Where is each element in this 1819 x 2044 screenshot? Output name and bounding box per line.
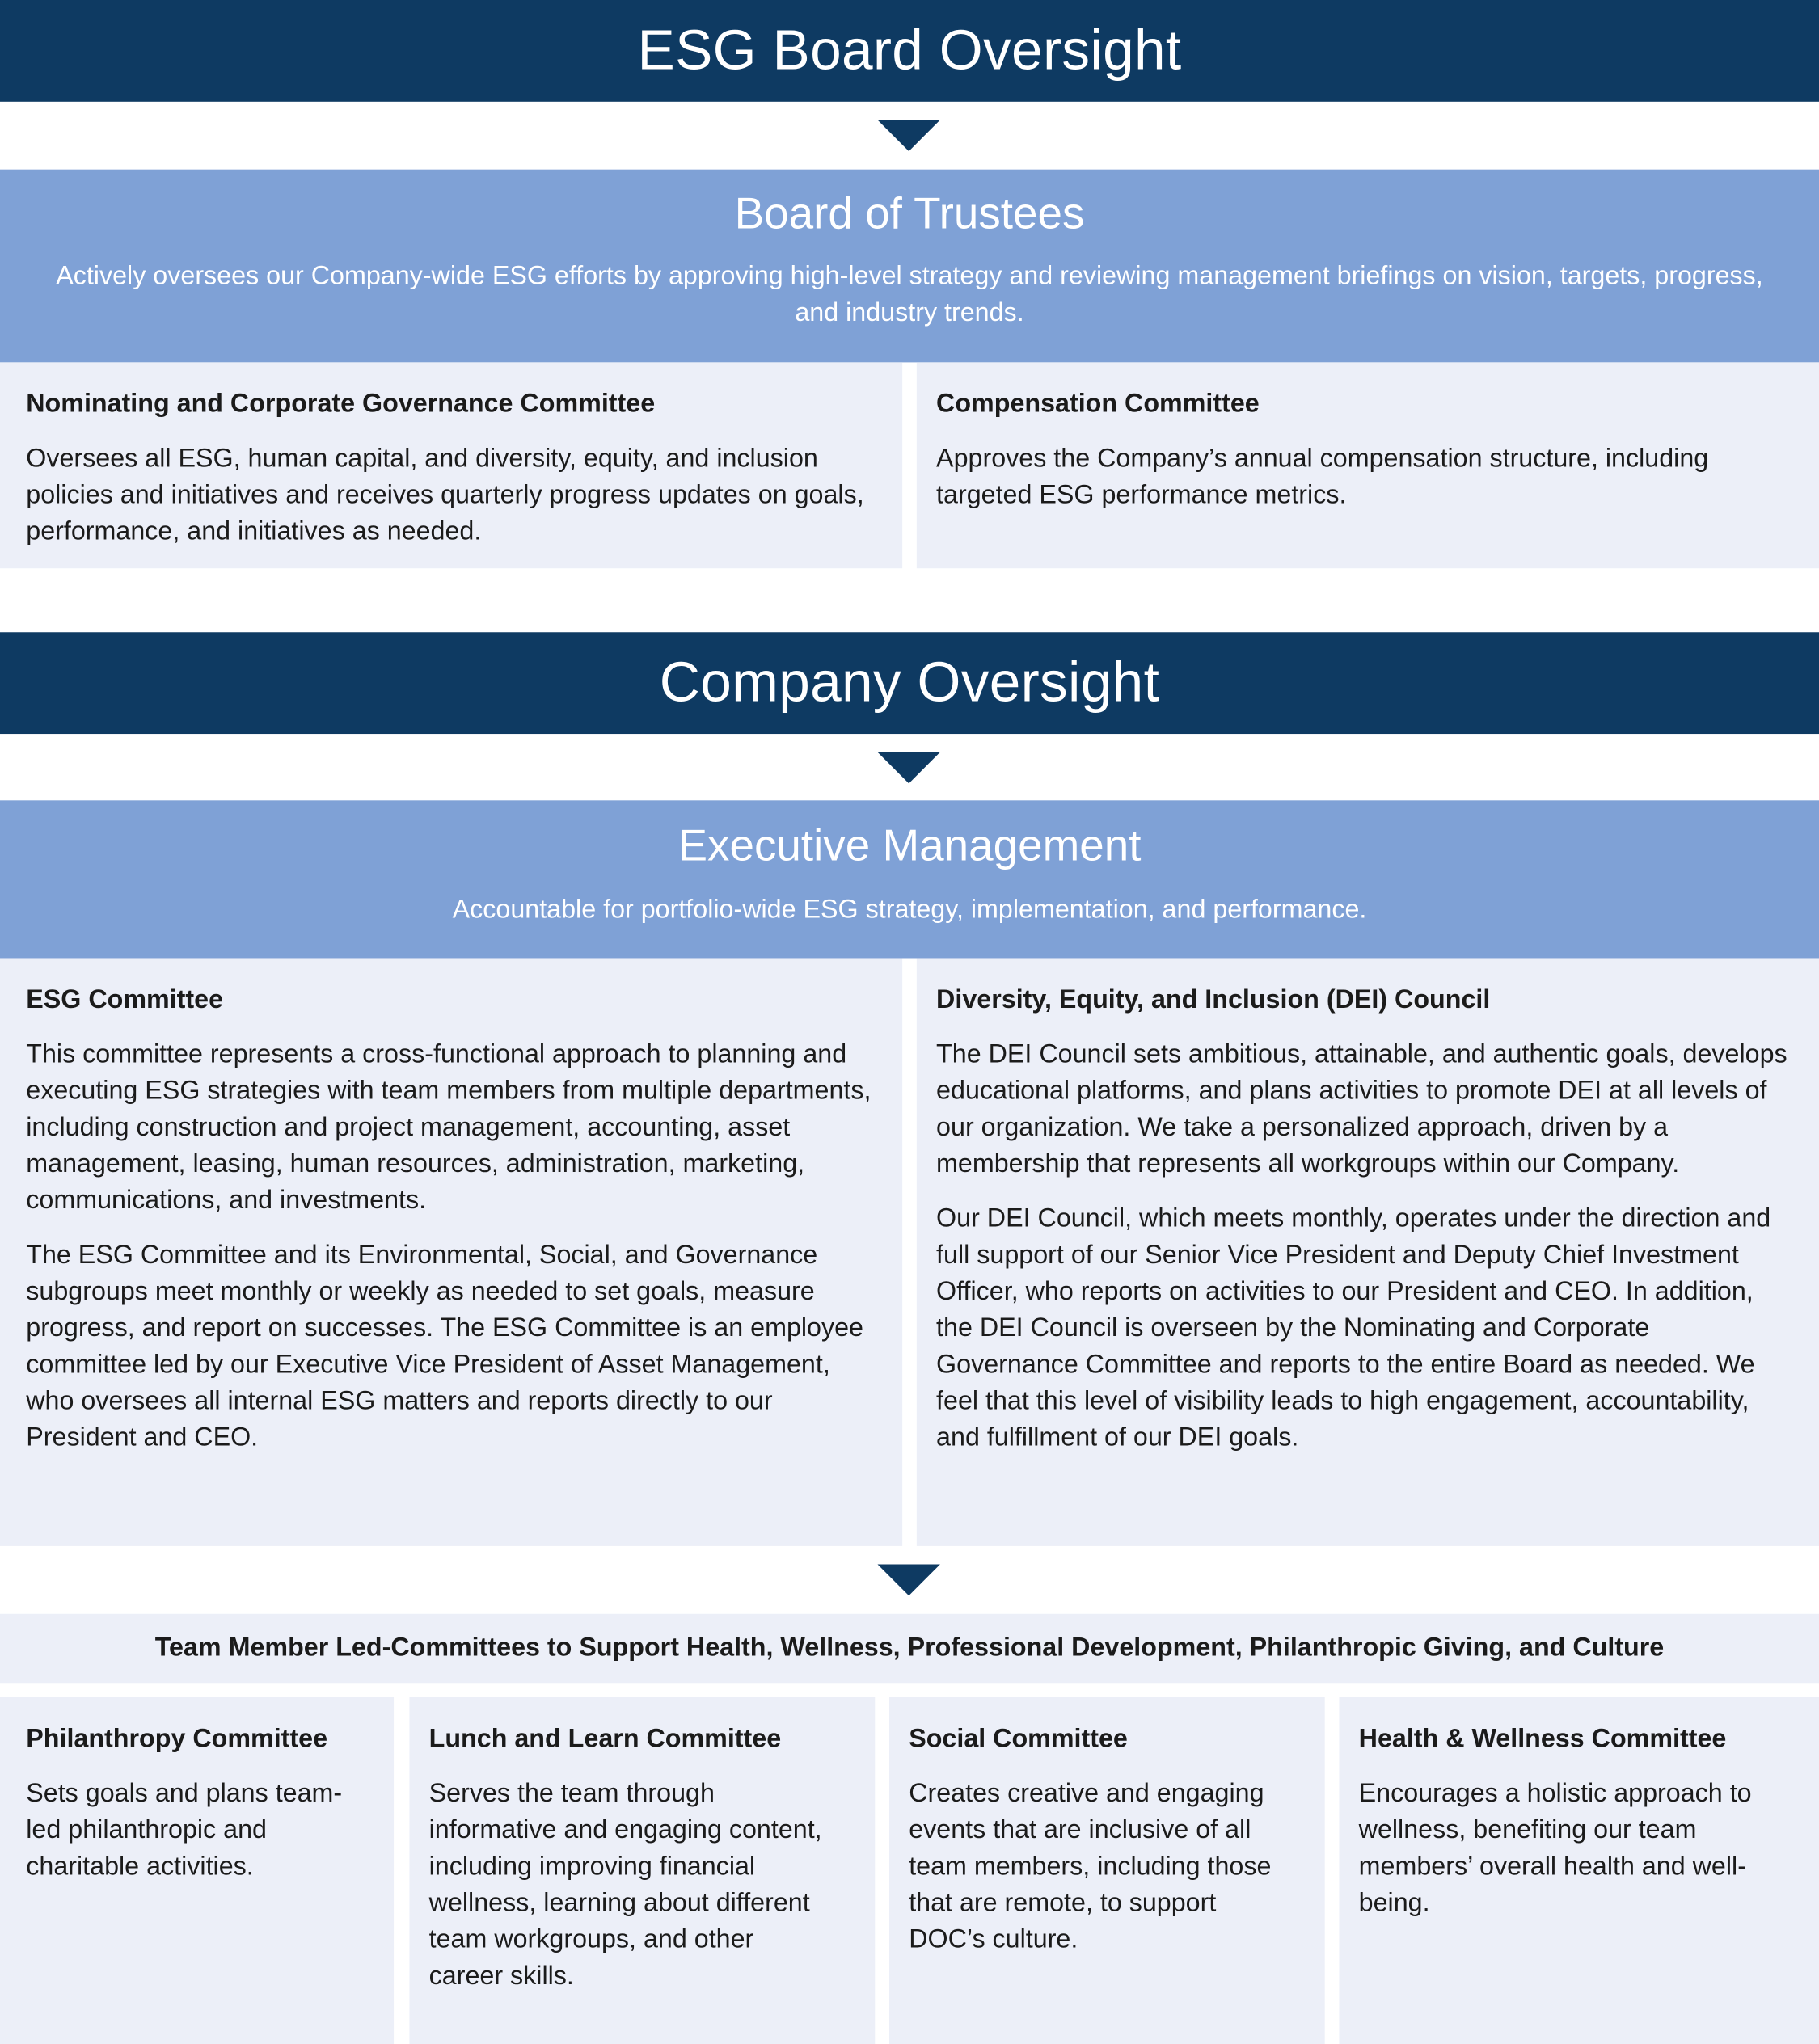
committee-title: Philanthropy Committee xyxy=(26,1724,328,1754)
team-committees-header xyxy=(0,1614,1819,1683)
committee-paragraph: Our DEI Council, which meets monthly, operates under the direction and full support of our Senior Vice President and Deputy Chief Investment Officer, who reports on activities to our President and CEO. In addition, the DEI Council is overseen by the Nominating and Corporate Governance Committee and reports to the entire Board as needed. We feel that this level of visibility leads to high engagement, accountability, and fulfillment of our DEI goals. xyxy=(936,1204,1771,1452)
health-wellness-committee-panel xyxy=(1339,1697,1819,2044)
committee-title: Health & Wellness Committee xyxy=(1358,1724,1727,1754)
committee-paragraph: The ESG Committee and its Environmental, Social, and Governance subgroups meet monthly or weekly as needed to set goals, measure progress, and report on successes. The ESG Committee is an employee committee led by our Executive Vice President of Asset Management, who oversees all internal ESG matters and reports directly to our President and CEO. xyxy=(26,1241,864,1452)
board-oversight-title: ESG Board Oversight xyxy=(637,19,1182,82)
committee-description: Sets goals and plans team-led philanthropic and charitable activities. xyxy=(26,1779,343,1882)
down-arrow-icon xyxy=(877,1564,939,1595)
company-oversight-header xyxy=(0,632,1819,734)
committee-title: Social Committee xyxy=(909,1724,1128,1754)
down-arrow-icon xyxy=(877,120,939,151)
committee-title: ESG Committee xyxy=(26,985,224,1014)
executive-management-title: Executive Management xyxy=(677,821,1142,871)
committee-paragraph: The DEI Council sets ambitious, attainable, and authentic goals, develops educational platforms, and plans activities to promote DEI at all levels of our organization. We take a personalized approach, driven by a membership that represents all workgroups within our Company. xyxy=(936,1040,1787,1179)
executive-management-panel xyxy=(0,800,1819,958)
committee-description: Oversees all ESG, human capital, and diversity, equity, and inclusion policies and initiatives and receives quarterly progress updates on goals, performance, and initiatives as needed. xyxy=(26,444,864,546)
esg-committee-panel xyxy=(0,958,902,1545)
committee-description: Serves the team through informative and engaging content, including improving financial wellness, learning about different team workgroups, and other career skills. xyxy=(428,1779,822,1991)
board-of-trustees-panel xyxy=(0,170,1819,363)
nominating-governance-committee-panel xyxy=(0,362,902,568)
committee-title: Nominating and Corporate Governance Committee xyxy=(26,390,656,419)
committee-description: Encourages a holistic approach to wellness, benefiting our team members’ overall health and well-being. xyxy=(1358,1779,1752,1918)
dei-council-panel xyxy=(917,958,1819,1545)
board-of-trustees-title: Board of Trustees xyxy=(734,188,1085,239)
down-arrow-icon xyxy=(877,752,939,784)
committee-title: Compensation Committee xyxy=(936,390,1260,419)
committee-paragraph: This committee represents a cross-functional approach to planning and executing ESG strategies with team members from multiple departments, including construction and project management, accounting, asset management, leasing, human resources, administration, marketing, communications, and investments. xyxy=(26,1040,872,1216)
board-of-trustees-description: Actively oversees our Company-wide ESG efforts by approving high-level strategy and reviewing management briefings on vision, targets, progress, and industry trends. xyxy=(56,262,1763,327)
philanthropy-committee-panel xyxy=(0,1697,394,2044)
social-committee-panel xyxy=(889,1697,1325,2044)
executive-management-description: Accountable for portfolio-wide ESG strategy, implementation, and performance. xyxy=(452,896,1367,925)
team-committees-title: Team Member Led-Committees to Support Health, Wellness, Professional Development, Philanthropic Giving, and Culture xyxy=(154,1633,1665,1663)
committee-description: Creates creative and engaging events that are inclusive of all team members, including those that are remote, to support DOC’s culture. xyxy=(909,1779,1272,1954)
company-oversight-title: Company Oversight xyxy=(659,651,1160,714)
board-oversight-header xyxy=(0,0,1819,102)
committee-title: Diversity, Equity, and Inclusion (DEI) Council xyxy=(936,985,1491,1014)
lunch-and-learn-committee-panel xyxy=(409,1697,875,2044)
compensation-committee-panel xyxy=(917,362,1819,568)
committee-description: Approves the Company’s annual compensation structure, including targeted ESG performance metrics. xyxy=(936,444,1709,510)
committee-title: Lunch and Learn Committee xyxy=(428,1724,782,1754)
